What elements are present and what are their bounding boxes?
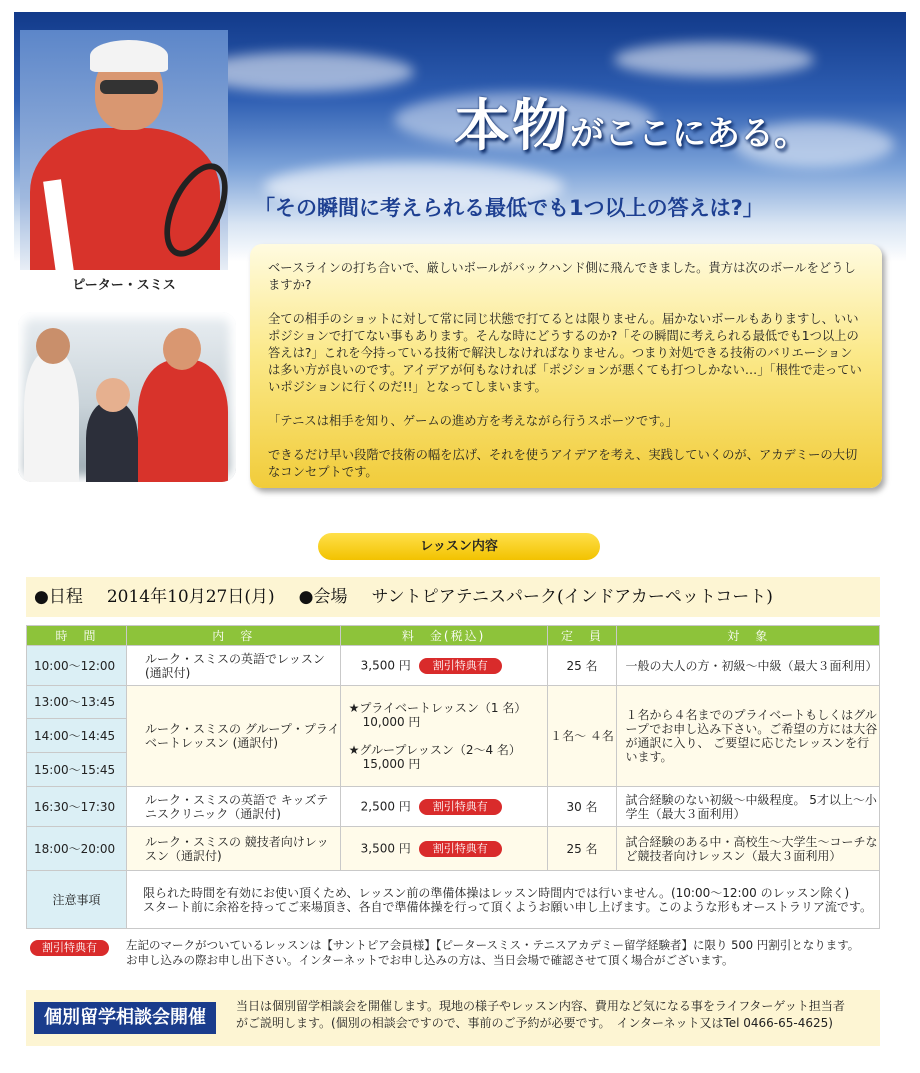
private-fee-label: ★プライベートレッスン（1 名） [348,701,527,715]
discount-badge: 割引特典有 [419,658,502,674]
story-paragraph: できるだけ早い段階で技術の幅を広げ、それを使うアイデアを考え、実践していくのが、アカデミーの大切なコンセプトです。 [268,448,858,479]
person-left-head [36,328,70,364]
discount-note-line: 左記のマークがついているレッスンは【サントピア会員様】【ピータースミス・テニスアカデミー留学経験者】に限り 500 円割引となります。 [126,938,860,952]
header-capacity: 定 員 [547,626,617,646]
content-cell: ルーク・スミスの 競技者向けレッスン（通訳付) [126,827,340,871]
photo-caption: ピーター・スミス [72,278,176,293]
headline-small: がここにある。 [570,114,808,154]
capacity-cell: 25 名 [547,646,617,686]
consultation-line: がご説明します。(個別の相談会ですので、事前のご予約が必要です。 インターネット又はTel 0466-65-4625) [236,1016,833,1030]
headline-big: 本物 [454,94,570,159]
event-venue: サントピアテニスパーク(インドアカーペットコート) [371,587,773,607]
child-player-head [96,378,130,412]
header-content: 内 容 [126,626,340,646]
table-row [27,787,880,827]
time-cell: 16:30〜17:30 [27,787,127,827]
person-left [24,352,79,482]
content-cell: ルーク・スミスの英語で キッズテニスクリニック（通訳付) [126,787,340,827]
lesson-group-photo [18,312,236,482]
capacity-cell: １名〜 ４名 [547,686,617,787]
child-player [86,402,138,482]
notes-text [126,871,879,929]
table-row [27,646,880,686]
time-cell: 15:00〜15:45 [27,753,127,787]
consultation-text [236,998,845,1032]
content-cell: ルーク・スミスの英語でレッスン (通訳付) [126,646,340,686]
time-cell: 10:00〜12:00 [27,646,127,686]
venue-label: ●会場 [298,587,348,607]
notes-label: 注意事項 [27,871,127,929]
lesson-content-badge: レッスン内容 [318,533,600,560]
group-fee-label: ★グループレッスン（2〜4 名） [348,743,521,757]
table-row [27,686,880,719]
story-box [250,244,882,488]
private-fee-value: 10,000 円 [362,715,421,729]
table-row [27,827,880,871]
event-date: 2014年10月27日(月) [106,587,275,607]
coach-cap [90,40,168,72]
fee-value: 3,500 円 [360,658,411,672]
event-info-bar [26,577,880,617]
discount-note [26,938,906,968]
note-line: 限られた時間を有効にお使い頂くため、レッスン前の準備体操はレッスン時間内では行いません。(10:00〜12:00 のレッスン除く) [142,885,850,900]
fee-cell [340,646,547,686]
fee-value: 2,500 円 [360,799,411,813]
target-cell: 一般の大人の方・初級〜中級（最大３面利用） [617,646,880,686]
time-cell: 18:00〜20:00 [27,827,127,871]
header-fee: 料 金(税込) [340,626,547,646]
discount-badge: 割引特典有 [419,799,502,815]
header-target: 対 象 [617,626,880,646]
story-paragraph: ベースラインの打ち合いで、厳しいボールがバックハンド側に飛んできました。貴方は次のボールをどうしますか? [268,261,856,292]
fee-value: 3,500 円 [360,841,411,855]
capacity-cell: 25 名 [547,827,617,871]
note-line: スタート前に余裕を持ってご来場頂き、各自で準備体操を行って頂くようお願い申し上げます。このような形もオーストラリア流です。 [142,899,872,914]
hero-section [14,12,906,502]
coach-sunglasses [100,80,158,94]
key-question: 「その瞬間に考えられる最低でも1つ以上の答えは?」 [254,196,764,220]
time-cell: 13:00〜13:45 [27,686,127,719]
story-paragraph: 全ての相手のショットに対して常に同じ状態で打てるとは限りません。届かないボールもありますし、いいポジションで打てない事もあります。そんな時にどうするのか?「その瞬間に考えられる最低でも1つ以上の答えは?」これを今持っている技術で解決しなければなりません。つまり対処できる技術のバリエーションは多い方が良いのです。アイデアが何もなければ「ポジションが悪くても打つしかない…」「根性で走っていいポジションに行くのだ!!」となってしまいます。 [268,312,862,394]
group-fee-value: 15,000 円 [362,757,421,771]
discount-badge: 割引特典有 [30,940,109,956]
consultation-title: 個別留学相談会開催 [34,1002,216,1034]
story-paragraph: 「テニスは相手を知り、ゲームの進め方を考えながら行うスポーツです。」 [268,414,678,428]
notes-row [27,871,880,929]
table-header-row [27,626,880,646]
coach-photo [20,30,228,270]
fee-cell [340,827,547,871]
date-label: ●日程 [34,587,83,607]
cloud [614,42,814,77]
discount-note-line: お申し込みの際お申し出下さい。インターネットでお申し込みの方は、当日会場で確認させて頂く場合がございます。 [126,953,734,967]
discount-badge: 割引特典有 [419,841,502,857]
header-time: 時 間 [27,626,127,646]
headline [454,82,808,162]
capacity-cell: 30 名 [547,787,617,827]
coach-right [138,360,228,482]
fee-cell [340,787,547,827]
target-cell: １名から４名までのプライベートもしくはグループでお申し込み下さい。ご希望の方には大谷が通訳に入り、 ご要望に応じたレッスンを行います。 [617,686,880,787]
consultation-line: 当日は個別留学相談会を開催します。現地の様子やレッスン内容、費用など気になる事をライフターゲット担当者 [236,999,845,1013]
content-cell: ルーク・スミスの グループ・プライベートレッスン (通訳付) [126,686,340,787]
coach-right-head [163,328,201,370]
target-cell: 試合経験のない初級〜中級程度。 5才以上〜小学生（最大３面利用） [617,787,880,827]
fee-cell [340,686,547,787]
time-cell: 14:00〜14:45 [27,719,127,753]
lesson-schedule-table [26,625,880,929]
consultation-box [26,990,880,1046]
target-cell: 試合経験のある中・高校生〜大学生〜コーチなど競技者向けレッスン（最大３面利用） [617,827,880,871]
